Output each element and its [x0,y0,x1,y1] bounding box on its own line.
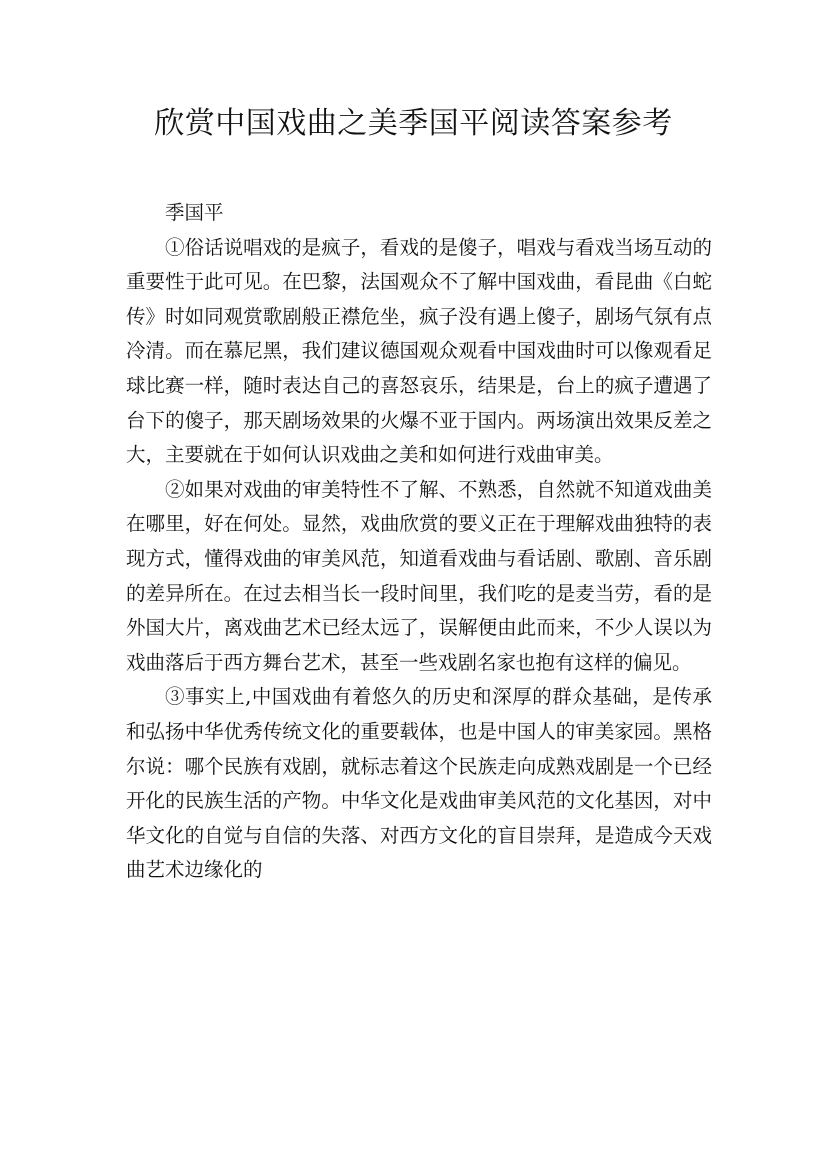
author-line: 季国平 [165,201,224,224]
paragraph-3: ③事实上,中国戏曲有着悠久的历史和深厚的群众基础，是传承和弘扬中华优秀传统文化的重要载体，也是中国人的审美家园。黑格尔说：哪个民族有戏剧，就标志着这个民族走向成熟戏剧是一个已经开化的民族生活的产物。中华文化是戏曲审美风范的文化基因，对中华文化的自觉与自信的失落、对西方文化的盲目崇拜，是造成今天戏曲艺术边缘化的 [126,685,712,882]
document-body [126,196,712,888]
document-title: 欣赏中国戏曲之美季国平阅读答案参考 [154,106,673,141]
paragraph-2: ②如果对戏曲的审美特性不了解、不熟悉，自然就不知道戏曲美在哪里，好在何处。显然，戏曲欣赏的要义正在于理解戏曲独特的表现方式，懂得戏曲的审美风范，知道看戏曲与看话剧、歌剧、音乐剧的差异所在。在过去相当长一段时间里，我们吃的是麦当劳，看的是外国大片，离戏曲艺术已经太远了，误解便由此而来，不少人误以为戏曲落后于西方舞台艺术，甚至一些戏剧名家也抱有这样的偏见。 [126,477,712,674]
paragraph-1: ①俗话说唱戏的是疯子，看戏的是傻子，唱戏与看戏当场互动的重要性于此可见。在巴黎，法国观众不了解中国戏曲，看昆曲《白蛇传》时如同观赏歌剧般正襟危坐，疯子没有遇上傻子，剧场气氛有点冷清。而在慕尼黑，我们建议德国观众观看中国戏曲时可以像观看足球比赛一样，随时表达自己的喜怒哀乐，结果是，台上的疯子遭遇了台下的傻子，那天剧场效果的火爆不亚于国内。两场演出效果反差之大，主要就在于如何认识戏曲之美和如何进行戏曲审美。 [126,235,712,467]
